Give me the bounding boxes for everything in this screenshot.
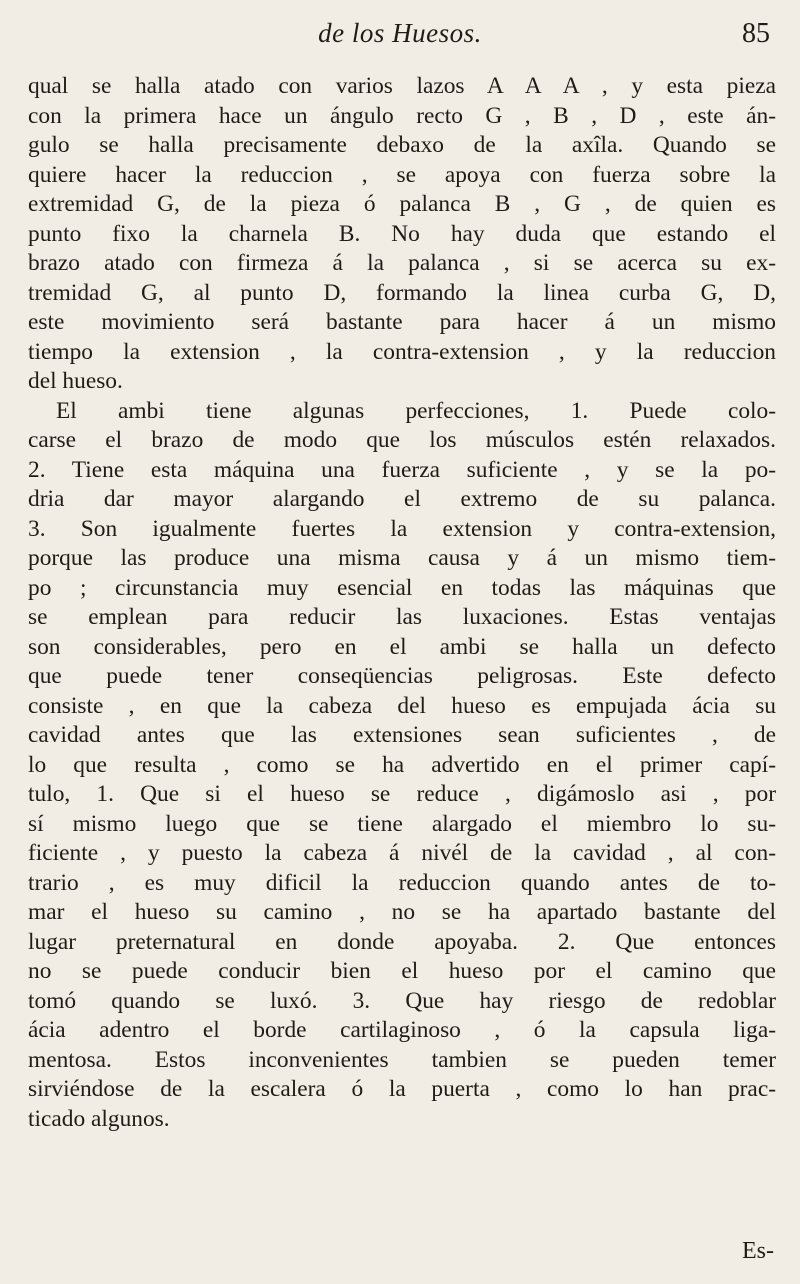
text-line: que puede tener conseqüencias peligrosas. Este defecto bbox=[28, 663, 776, 689]
text-line: ficiente , y puesto la cabeza á nivél de la cavidad , al con- bbox=[28, 840, 776, 866]
text-line: ticado algunos. bbox=[28, 1105, 170, 1132]
text-line: sirviéndose de la escalera ó la puerta , como lo han prac- bbox=[28, 1076, 776, 1102]
text-line: consiste , en que la cabeza del hueso es empujada ácia su bbox=[28, 692, 776, 719]
text-line: tulo, 1. Que si el hueso se reduce , digámoslo asi , por bbox=[28, 781, 776, 807]
text-line: se emplean para reducir las luxaciones. Estas ventajas bbox=[28, 604, 776, 630]
text-line: lugar preternatural en donde apoyaba. 2. Que entonces bbox=[28, 928, 776, 955]
text-line: mentosa. Estos inconvenientes tambien se pueden temer bbox=[28, 1046, 776, 1073]
text-line: tremidad G, al punto D, formando la linea curba G, D, bbox=[28, 279, 776, 306]
body-text bbox=[28, 72, 776, 1134]
text-line: tiempo la extension , la contra-extension , y la reduccion bbox=[28, 338, 776, 365]
text-line: sí mismo luego que se tiene alargado el miembro lo su- bbox=[28, 810, 776, 837]
running-title: de los Huesos. bbox=[318, 18, 482, 48]
running-head bbox=[0, 18, 800, 58]
text-line: del hueso. bbox=[28, 368, 123, 394]
text-line: lo que resulta , como se ha advertido en el primer capí- bbox=[28, 751, 776, 778]
text-line: mar el hueso su camino , no se ha apartado bastante del bbox=[28, 899, 776, 925]
text-line: po ; circunstancia muy esencial en todas las máquinas que bbox=[28, 574, 776, 601]
text-line: cavidad antes que las extensiones sean suficientes , de bbox=[28, 722, 776, 748]
text-line: gulo se halla precisamente debaxo de la axîla. Quando se bbox=[28, 132, 776, 158]
text-line: porque las produce una misma causa y á un mismo tiem- bbox=[28, 545, 776, 571]
text-line: no se puede conducir bien el hueso por el camino que bbox=[28, 958, 776, 984]
text-line: 3. Son igualmente fuertes la extension y contra-extension, bbox=[28, 515, 776, 542]
text-line: qual se halla atado con varios lazos A A A , y esta pieza bbox=[28, 73, 776, 99]
text-line: dria dar mayor alargando el extremo de su palanca. bbox=[28, 486, 776, 512]
text-line: trario , es muy dificil la reduccion quando antes de to- bbox=[28, 869, 776, 896]
page-number: 85 bbox=[742, 18, 770, 49]
text-line: punto fixo la charnela B. No hay duda que estando el bbox=[28, 220, 776, 247]
text-line: extremidad G, de la pieza ó palanca B , G , de quien es bbox=[28, 191, 776, 217]
text-line: son considerables, pero en el ambi se halla un defecto bbox=[28, 633, 776, 660]
paragraph-start-line: El ambi tiene algunas perfecciones, 1. Puede colo- bbox=[56, 397, 776, 424]
text-line: 2. Tiene esta máquina una fuerza suficiente , y se la po- bbox=[28, 456, 776, 483]
catchword: Es- bbox=[742, 1238, 774, 1264]
text-line: carse el brazo de modo que los músculos estén relaxados. bbox=[28, 427, 776, 453]
text-line: ácia adentro el borde cartilaginoso , ó la capsula liga- bbox=[28, 1017, 776, 1043]
text-line: con la primera hace un ángulo recto G , B , D , este án- bbox=[28, 102, 776, 129]
text-line: brazo atado con firmeza á la palanca , si se acerca su ex- bbox=[28, 250, 776, 276]
text-line: quiere hacer la reduccion , se apoya con fuerza sobre la bbox=[28, 161, 776, 188]
text-line: este movimiento será bastante para hacer á un mismo bbox=[28, 309, 776, 335]
text-line: tomó quando se luxó. 3. Que hay riesgo de redoblar bbox=[28, 987, 776, 1014]
